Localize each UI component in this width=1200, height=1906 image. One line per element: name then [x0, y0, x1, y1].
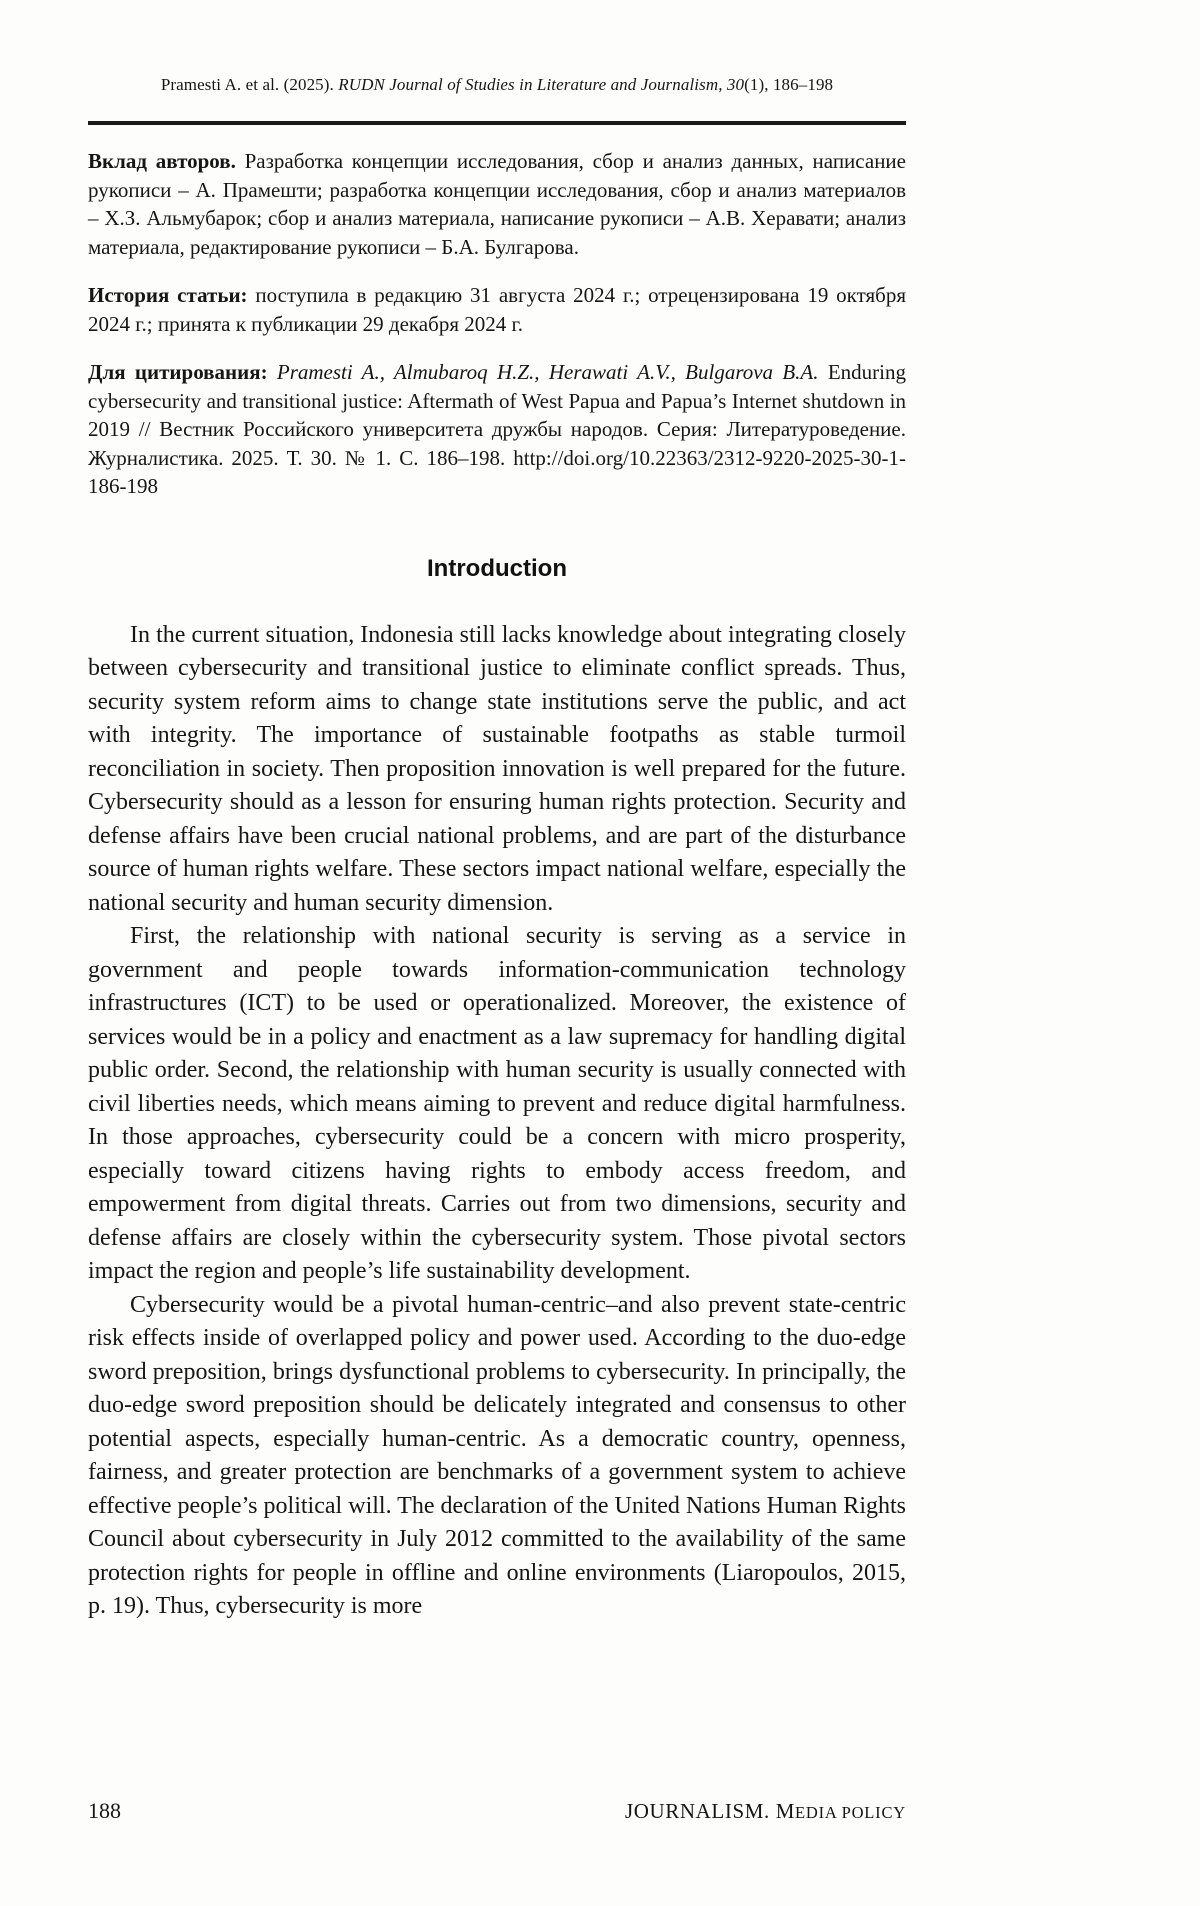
header-rule [88, 121, 906, 125]
running-footer-section [625, 1799, 906, 1824]
authors-contribution-text: Разработка концепции исследования, сбор и анализ данных, написание рукописи – А. Прамешти; разработка концепции исследования, сбор и анализ материалов – Х.З. Альмубарок; сбор и анализ материала, написание рукописи – А.В. Херавати; анализ материала, редактирование рукописи – Б.А. Булгарова. [88, 149, 906, 259]
running-head-issue-pages: (1), 186–198 [744, 75, 834, 94]
authors-contribution-label: Вклад авторов. [88, 149, 236, 173]
citation-authors: Pramesti A., Almubaroq H.Z., Herawati A.V., Bulgarova B.A. [267, 360, 819, 384]
running-head-journal-title: RUDN Journal of Studies in Literature and Journalism, 30 [338, 75, 745, 94]
citation-label: Для цитирования: [88, 360, 268, 384]
running-head-authors: Pramesti A. et al. (2025). [160, 75, 339, 94]
section-heading-introduction: Introduction [427, 554, 567, 582]
article-history-paragraph [88, 281, 906, 338]
citation-paragraph [88, 358, 906, 501]
intro-paragraph-2: First, the relationship with national security is serving as a service in government and people towards information-communication technology infrastructures (ICT) to be used or operationalized. Moreover, the existence of services would be in a policy and enactment as a law supremacy for handling digital public order. Second, the relationship with human security is usually connected with civil liberties needs, which means aiming to prevent and reduce digital harmfulness. In those approaches, cybersecurity could be a concern with micro prosperity, especially toward citizens having rights to embody access freedom, and empowerment from digital threats. Carries out from two dimensions, security and defense affairs are closely within the cybersecurity system. Those pivotal sectors impact the region and people’s life sustainability development. [88, 923, 906, 1284]
text-column [88, 0, 906, 1624]
page-footer [88, 1798, 906, 1824]
article-body [88, 619, 906, 1624]
article-meta [88, 147, 906, 501]
article-history-label: История статьи: [88, 283, 248, 307]
footer-section-caps: JOURNALISM. M [624, 1799, 795, 1823]
citation-text: Enduring cybersecurity and transitional justice: Aftermath of West Papua and Papua’s Internet shutdown in 2019 // Вестник Российского университета дружбы народов. Серия: Литературоведение. Журналистика. 2025. Т. 30. № 1. С. 186–198. http://doi.org/10.22363/2312-9220-2025-30-1-186-198 [88, 360, 906, 498]
running-head [88, 74, 906, 95]
page-number: 188 [88, 1798, 121, 1823]
authors-contribution-paragraph [88, 147, 906, 261]
intro-paragraph-3: Cybersecurity would be a pivotal human-centric–and also prevent state-centric risk effects inside of overlapped policy and power used. According to the duo-edge sword preposition, brings dysfunctional problems to cybersecurity. In principally, the duo-edge sword preposition should be delicately integrated and consensus to other potential aspects, especially human-centric. As a democratic country, openness, fairness, and greater protection are benchmarks of a government system to achieve effective people’s political will. The declaration of the United Nations Human Rights Council about cybersecurity in July 2012 committed to the availability of the same protection rights for people in offline and online environments (Liaropoulos, 2015, p. 19). Thus, cybersecurity is more [88, 1291, 906, 1619]
article-history-text: поступила в редакцию 31 августа 2024 г.; отрецензирована 19 октября 2024 г.; принята к публикации 29 декабря 2024 г. [88, 283, 906, 336]
footer-section-smallcaps: EDIA POLICY [794, 1803, 906, 1822]
intro-paragraph-1: In the current situation, Indonesia still lacks knowledge about integrating closely between cybersecurity and transitional justice to eliminate conflict spreads. Thus, security system reform aims to change state institutions serve the public, and act with integrity. The importance of sustainable footpaths as stable turmoil reconciliation in society. Then proposition innovation is well prepared for the future. Cybersecurity should as a lesson for ensuring human rights protection. Security and defense affairs have been crucial national problems, and are part of the disturbance source of human rights welfare. These sectors impact national welfare, especially the national security and human security dimension. [88, 621, 906, 916]
